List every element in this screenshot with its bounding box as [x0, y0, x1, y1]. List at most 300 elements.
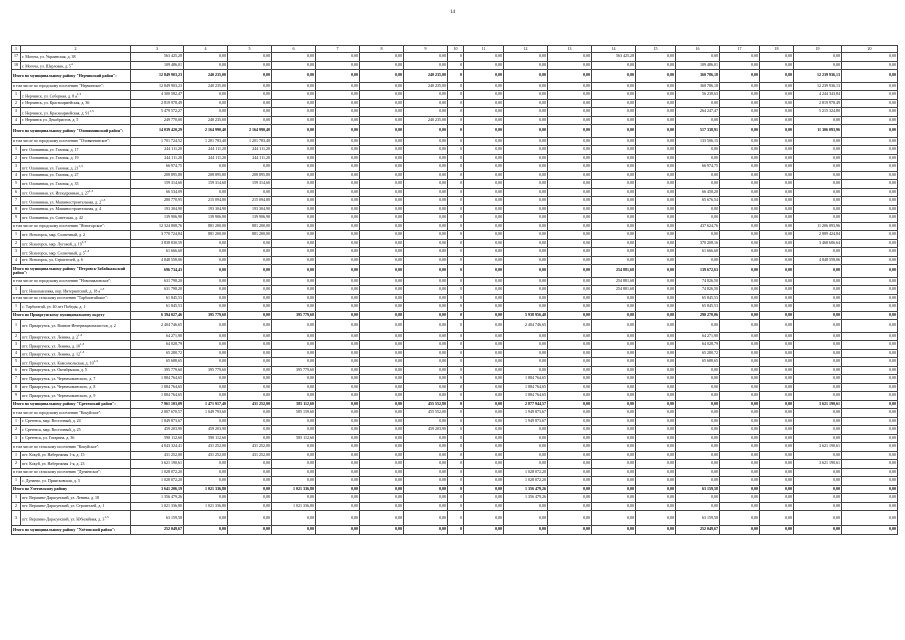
value-cell: 0,00	[636, 108, 676, 117]
value-cell: 0	[448, 311, 464, 320]
subtotal-row	[12, 277, 898, 286]
value-cell: 0,00	[592, 332, 636, 341]
value-cell: 0,00	[592, 451, 636, 460]
address-cell: пгт. Вершино-Дарасунский, ул. Строителей, д. 1	[21, 502, 131, 511]
value-cell: 0,00	[504, 256, 548, 265]
value-cell: 0,00	[272, 341, 316, 350]
value-cell: 0	[448, 468, 464, 477]
value-cell: 0,00	[464, 477, 504, 486]
column-number: 16	[676, 46, 720, 53]
row-number: 6	[12, 188, 21, 197]
value-cell: 0,00	[676, 494, 720, 503]
column-number: 6	[272, 46, 316, 53]
value-cell: 0,00	[404, 163, 448, 172]
value-cell: 3 468 606,64	[794, 239, 842, 248]
value-cell: 0,00	[272, 358, 316, 367]
value-cell: 0,00	[636, 70, 676, 83]
value-cell: 1 949 873,67	[504, 417, 548, 426]
row-number: 3	[12, 248, 21, 257]
value-cell: 0,00	[464, 443, 504, 452]
row-number: 1	[12, 303, 21, 312]
value-cell: 0	[448, 375, 464, 384]
value-cell: 0,00	[316, 502, 360, 511]
value-cell: 0,00	[760, 409, 794, 418]
value-cell: 0,00	[228, 332, 272, 341]
value-cell: 56 238,63	[676, 91, 720, 100]
value-cell: 0,00	[404, 154, 448, 163]
value-cell: 63 159,58	[131, 511, 184, 526]
value-cell: 139 906,90	[228, 214, 272, 223]
value-cell: 0,00	[360, 116, 404, 125]
value-cell: 0,00	[720, 256, 760, 265]
value-cell: 0,00	[316, 205, 360, 214]
value-cell: 0,00	[228, 277, 272, 286]
value-cell: 12 849 903,23	[131, 70, 184, 83]
value-cell: 0,00	[404, 248, 448, 257]
row-number: 9	[12, 392, 21, 401]
value-cell: 0	[448, 188, 464, 197]
value-cell: 1 021 336,80	[184, 485, 228, 494]
value-cell: 0,00	[548, 163, 592, 172]
value-cell: 0	[448, 277, 464, 286]
value-cell: 0,00	[316, 294, 360, 303]
group-label: в том числе по городскому поселению "Кокуйское":	[12, 409, 131, 418]
value-cell: 0,00	[504, 91, 548, 100]
value-cell: 0,00	[720, 70, 760, 83]
value-cell: 0,00	[404, 349, 448, 358]
row-number: 4	[12, 256, 21, 265]
value-cell: 0,00	[592, 99, 636, 108]
table-row	[12, 239, 898, 248]
value-cell: 280 770,95	[131, 197, 184, 206]
value-cell: 0,00	[228, 392, 272, 401]
value-cell: 0,00	[548, 125, 592, 138]
table-row	[12, 231, 898, 240]
value-cell: 0,00	[464, 248, 504, 257]
value-cell: 0,00	[360, 180, 404, 189]
value-cell: 0	[448, 82, 464, 91]
row-number: 8	[12, 383, 21, 392]
value-cell: 0,00	[504, 197, 548, 206]
value-cell: 0,00	[228, 256, 272, 265]
value-cell: 0,00	[720, 451, 760, 460]
value-cell: 0,00	[676, 502, 720, 511]
value-cell: 0,00	[184, 320, 228, 333]
value-cell: 0,00	[720, 146, 760, 155]
value-cell: 7 961 103,09	[131, 400, 184, 409]
value-cell: 0,00	[794, 417, 842, 426]
value-cell: 0,00	[592, 303, 636, 312]
value-cell: 0,00	[636, 320, 676, 333]
value-cell: 0,00	[464, 222, 504, 231]
subtotal-row	[12, 137, 898, 146]
value-cell: 61 845,53	[131, 303, 184, 312]
value-cell: 0,00	[720, 526, 760, 535]
value-cell: 0,00	[272, 222, 316, 231]
value-cell: 0,00	[636, 502, 676, 511]
value-cell: 0,00	[760, 137, 794, 146]
value-cell: 0	[448, 286, 464, 295]
value-cell: 0,00	[316, 434, 360, 443]
value-cell: 0,00	[360, 375, 404, 384]
value-cell: 0,00	[760, 392, 794, 401]
value-cell: 0,00	[760, 277, 794, 286]
value-cell: 0,00	[760, 434, 794, 443]
value-cell: 0,00	[676, 426, 720, 435]
value-cell: 0,00	[720, 400, 760, 409]
value-cell: 0,00	[272, 494, 316, 503]
table-row	[12, 451, 898, 460]
value-cell: 0,00	[842, 171, 898, 180]
value-cell: 0,00	[184, 303, 228, 312]
value-cell: 0,00	[720, 171, 760, 180]
column-number: 2	[21, 46, 131, 53]
table-row	[12, 349, 898, 358]
value-cell: 0,00	[592, 485, 636, 494]
value-cell: 0,00	[676, 320, 720, 333]
value-cell: 0,00	[504, 366, 548, 375]
value-cell: 0,00	[404, 511, 448, 526]
value-cell: 0,00	[794, 434, 842, 443]
value-cell: 0,00	[228, 239, 272, 248]
value-cell: 0,00	[548, 222, 592, 231]
value-cell: 0,00	[316, 61, 360, 70]
value-cell: 0,00	[842, 349, 898, 358]
row-number: 1	[12, 91, 21, 100]
value-cell: 0,00	[228, 383, 272, 392]
value-cell: 0,00	[676, 180, 720, 189]
value-cell: 0,00	[636, 434, 676, 443]
value-cell: 0,00	[548, 205, 592, 214]
value-cell: 0,00	[360, 303, 404, 312]
value-cell: 0,00	[760, 171, 794, 180]
value-cell: 0,00	[636, 214, 676, 223]
value-cell: 0,00	[272, 180, 316, 189]
page-number: 14	[450, 10, 455, 15]
value-cell: 0,00	[464, 231, 504, 240]
value-cell: 0,00	[316, 375, 360, 384]
value-cell: 395 779,60	[272, 311, 316, 320]
value-cell: 0,00	[272, 188, 316, 197]
value-cell: 0,00	[794, 477, 842, 486]
value-cell: 0,00	[316, 383, 360, 392]
value-cell: 0,00	[842, 409, 898, 418]
address-cell: пгт. Оловянная, ул. Газовая, д. 35	[21, 180, 131, 189]
value-cell: 0,00	[636, 256, 676, 265]
value-cell: 6 394 027,46	[131, 311, 184, 320]
value-cell: 881 200,00	[184, 231, 228, 240]
value-cell: 0,00	[316, 417, 360, 426]
value-cell: 0,00	[676, 231, 720, 240]
value-cell: 0	[448, 320, 464, 333]
table-row	[12, 91, 898, 100]
value-cell: 455 552,00	[404, 409, 448, 418]
value-cell: 0,00	[592, 494, 636, 503]
value-cell: 0,00	[636, 180, 676, 189]
value-cell: 2 164 990,40	[228, 125, 272, 138]
value-cell: 0,00	[842, 205, 898, 214]
value-cell: 0,00	[184, 468, 228, 477]
value-cell: 0,00	[404, 91, 448, 100]
value-cell: 0,00	[760, 116, 794, 125]
value-cell: 0,00	[592, 256, 636, 265]
value-cell: 0,00	[360, 99, 404, 108]
value-cell: 0,00	[760, 265, 794, 278]
value-cell: 0,00	[464, 417, 504, 426]
value-cell: 0,00	[464, 426, 504, 435]
value-cell: 139 906,90	[184, 214, 228, 223]
address-cell: пгт. Приаргунск, ул. Воинов-Интернационалистов, д. 2	[21, 320, 131, 333]
value-cell: 0,00	[720, 409, 760, 418]
value-cell: 0,00	[842, 82, 898, 91]
value-cell: 0,00	[360, 91, 404, 100]
value-cell: 0,00	[316, 366, 360, 375]
value-cell: 0,00	[548, 502, 592, 511]
value-cell: 4 848 558,06	[794, 256, 842, 265]
address-cell: пгт. Приаргунск, ул. Черемхоманского, д. 7	[21, 375, 131, 384]
value-cell: 360 786,18	[676, 70, 720, 83]
value-cell: 0,00	[360, 366, 404, 375]
value-cell: 0,00	[316, 468, 360, 477]
value-cell: 0,00	[794, 53, 842, 62]
subtotal-row	[12, 294, 898, 303]
value-cell: 0,00	[592, 468, 636, 477]
value-cell: 0,00	[794, 383, 842, 392]
value-cell: 0,00	[760, 417, 794, 426]
value-cell: 0,00	[636, 392, 676, 401]
value-cell: 0,00	[760, 99, 794, 108]
value-cell: 0,00	[404, 197, 448, 206]
value-cell: 0,00	[842, 125, 898, 138]
value-cell: 0	[448, 61, 464, 70]
value-cell: 0,00	[592, 526, 636, 535]
value-cell: 0,00	[184, 294, 228, 303]
value-cell: 0,00	[842, 511, 898, 526]
value-cell: 0,00	[228, 265, 272, 278]
value-cell: 0,00	[404, 125, 448, 138]
group-label: Итого по муниципальному району "Сретенский район":	[12, 400, 131, 409]
value-cell: 0,00	[548, 197, 592, 206]
value-cell: 0,00	[404, 358, 448, 367]
row-number: 17	[12, 53, 21, 62]
value-cell: 65 280,72	[131, 349, 184, 358]
row-number: 1	[12, 417, 21, 426]
address-cell: пгт. Оловянная, ул. Газовая, д. 27	[21, 171, 131, 180]
value-cell: 0,00	[720, 294, 760, 303]
value-cell: 563 425,28	[592, 53, 636, 62]
value-cell: 0	[448, 358, 464, 367]
value-cell: 0,00	[228, 311, 272, 320]
value-cell: 0,00	[504, 108, 548, 117]
address-cell: г. Могоча, ул. Украинская, д. 38	[21, 53, 131, 62]
group-label: в том числе по городскому поселению "Нерчинское":	[12, 82, 131, 91]
value-cell: 0	[448, 163, 464, 172]
value-cell: 0,00	[842, 197, 898, 206]
address-cell: пгт. Вершино-Дарасунский, ул. Юбилейная, д. 3$^{1,3}$	[21, 511, 131, 526]
value-cell: 0,00	[636, 375, 676, 384]
value-cell: 0,00	[504, 82, 548, 91]
value-cell: 0,00	[316, 494, 360, 503]
value-cell: 0,00	[184, 239, 228, 248]
value-cell: 0,00	[360, 311, 404, 320]
value-cell: 0,00	[636, 171, 676, 180]
address-cell: г. Нерчинск ул. Декабристов, д. 5	[21, 116, 131, 125]
row-number: 2	[12, 460, 21, 469]
value-cell: 0,00	[184, 188, 228, 197]
value-cell: 0,00	[720, 366, 760, 375]
value-cell: 0,00	[184, 277, 228, 286]
value-cell: 0,00	[794, 332, 842, 341]
group-label: в том числе по городскому поселению "Ясногорское":	[12, 222, 131, 231]
value-cell: 0,00	[676, 154, 720, 163]
value-cell: 0,00	[720, 358, 760, 367]
value-cell: 0,00	[360, 205, 404, 214]
group-label: в том числе по городскому поселению "Новопавловское":	[12, 277, 131, 286]
value-cell: 431 252,00	[131, 451, 184, 460]
value-cell: 0,00	[592, 197, 636, 206]
value-cell: 0,00	[636, 383, 676, 392]
value-cell: 0	[448, 434, 464, 443]
value-cell: 0,00	[316, 277, 360, 286]
value-cell: 159 314,60	[184, 180, 228, 189]
value-cell: 0,00	[464, 180, 504, 189]
value-cell: 3 621 190,61	[131, 460, 184, 469]
value-cell: 0,00	[842, 116, 898, 125]
column-number: 1	[12, 46, 21, 53]
value-cell: 0,00	[794, 286, 842, 295]
value-cell: 0,00	[228, 108, 272, 117]
value-cell: 64 028,79	[131, 341, 184, 350]
value-cell: 696 734,43	[131, 265, 184, 278]
address-cell: г. Сретенск, ул. Гагарина, д. 36	[21, 434, 131, 443]
value-cell: 0,00	[548, 409, 592, 418]
value-cell: 0,00	[464, 163, 504, 172]
table-row	[12, 417, 898, 426]
value-cell: 0,00	[504, 526, 548, 535]
value-cell: 0,00	[720, 180, 760, 189]
value-cell: 0,00	[760, 494, 794, 503]
value-cell: 0,00	[272, 231, 316, 240]
value-cell: 254 881,68	[592, 265, 636, 278]
value-cell: 0,00	[504, 286, 548, 295]
column-number: 20	[842, 46, 898, 53]
address-cell: пгт. Приаргунск, ул. Черемхоманского, д. 9	[21, 392, 131, 401]
value-cell: 0,00	[636, 409, 676, 418]
value-cell: 0,00	[794, 163, 842, 172]
value-cell: 0,00	[548, 91, 592, 100]
value-cell: 0,00	[760, 303, 794, 312]
value-cell: 0	[448, 197, 464, 206]
value-cell: 0,00	[228, 163, 272, 172]
value-cell: 0,00	[592, 294, 636, 303]
value-cell: 0,00	[592, 231, 636, 240]
row-number: 5	[12, 358, 21, 367]
value-cell: 0,00	[548, 137, 592, 146]
value-cell: 4 300 582,47	[131, 91, 184, 100]
value-cell: 0,00	[794, 349, 842, 358]
value-cell: 0,00	[464, 154, 504, 163]
value-cell: 0,00	[592, 511, 636, 526]
address-cell: пгт. Оловянная, ул. Машиностроительная, д. 2$^{1,3}$	[21, 197, 131, 206]
value-cell: 0	[448, 154, 464, 163]
value-cell: 0,00	[360, 358, 404, 367]
value-cell: 0,00	[360, 443, 404, 452]
value-cell: 0,00	[842, 468, 898, 477]
value-cell: 264 247,47	[676, 108, 720, 117]
table-row	[12, 366, 898, 375]
value-cell: 0,00	[592, 108, 636, 117]
value-cell: 0	[448, 265, 464, 278]
value-cell: 0	[448, 214, 464, 223]
value-cell: 517 338,91	[676, 125, 720, 138]
value-cell: 881 200,00	[228, 231, 272, 240]
value-cell: 0,00	[272, 70, 316, 83]
value-cell: 0,00	[760, 375, 794, 384]
value-cell: 0,00	[316, 392, 360, 401]
value-cell: 0,00	[272, 294, 316, 303]
address-cell: с. Тарбагатай, ул. 40 лет Победы, д. 1	[21, 303, 131, 312]
value-cell: 1 356 479,26	[504, 494, 548, 503]
table-row	[12, 205, 898, 214]
value-cell: 1 356 479,26	[131, 494, 184, 503]
value-cell: 0,00	[636, 311, 676, 320]
value-cell: 0,00	[592, 91, 636, 100]
value-cell: 0,00	[404, 61, 448, 70]
value-cell: 0,00	[272, 256, 316, 265]
total-row	[12, 265, 898, 278]
value-cell: 0,00	[760, 511, 794, 526]
value-cell: 0,00	[842, 460, 898, 469]
value-cell: 0,00	[548, 511, 592, 526]
value-cell: 65 280,72	[676, 349, 720, 358]
value-cell: 0,00	[842, 400, 898, 409]
value-cell: 0,00	[592, 205, 636, 214]
value-cell: 0,00	[184, 341, 228, 350]
value-cell: 0,00	[548, 341, 592, 350]
value-cell: 0,00	[464, 409, 504, 418]
value-cell: 0,00	[592, 180, 636, 189]
value-cell: 0,00	[636, 358, 676, 367]
value-cell: 0,00	[316, 349, 360, 358]
value-cell: 1 028 072,20	[504, 477, 548, 486]
value-cell: 0,00	[760, 460, 794, 469]
value-cell: 0,00	[316, 239, 360, 248]
value-cell: 0,00	[360, 108, 404, 117]
value-cell: 0,00	[360, 53, 404, 62]
value-cell: 0,00	[228, 358, 272, 367]
value-cell: 0,00	[794, 197, 842, 206]
value-cell: 0,00	[636, 366, 676, 375]
value-cell: 0,00	[228, 349, 272, 358]
value-cell: 0,00	[316, 231, 360, 240]
value-cell: 0,00	[548, 451, 592, 460]
value-cell: 0,00	[404, 502, 448, 511]
value-cell: 0,00	[720, 116, 760, 125]
table-body	[12, 46, 898, 535]
value-cell: 0,00	[360, 526, 404, 535]
value-cell: 0,00	[548, 214, 592, 223]
value-cell: 0,00	[184, 91, 228, 100]
value-cell: 1 028 072,20	[504, 468, 548, 477]
value-cell: 0,00	[592, 125, 636, 138]
value-cell: 0,00	[760, 53, 794, 62]
value-cell: 0,00	[842, 426, 898, 435]
value-cell: 0,00	[842, 137, 898, 146]
value-cell: 0	[448, 417, 464, 426]
value-cell: 881 200,00	[228, 222, 272, 231]
value-cell: 0,00	[404, 180, 448, 189]
value-cell: 0,00	[760, 526, 794, 535]
